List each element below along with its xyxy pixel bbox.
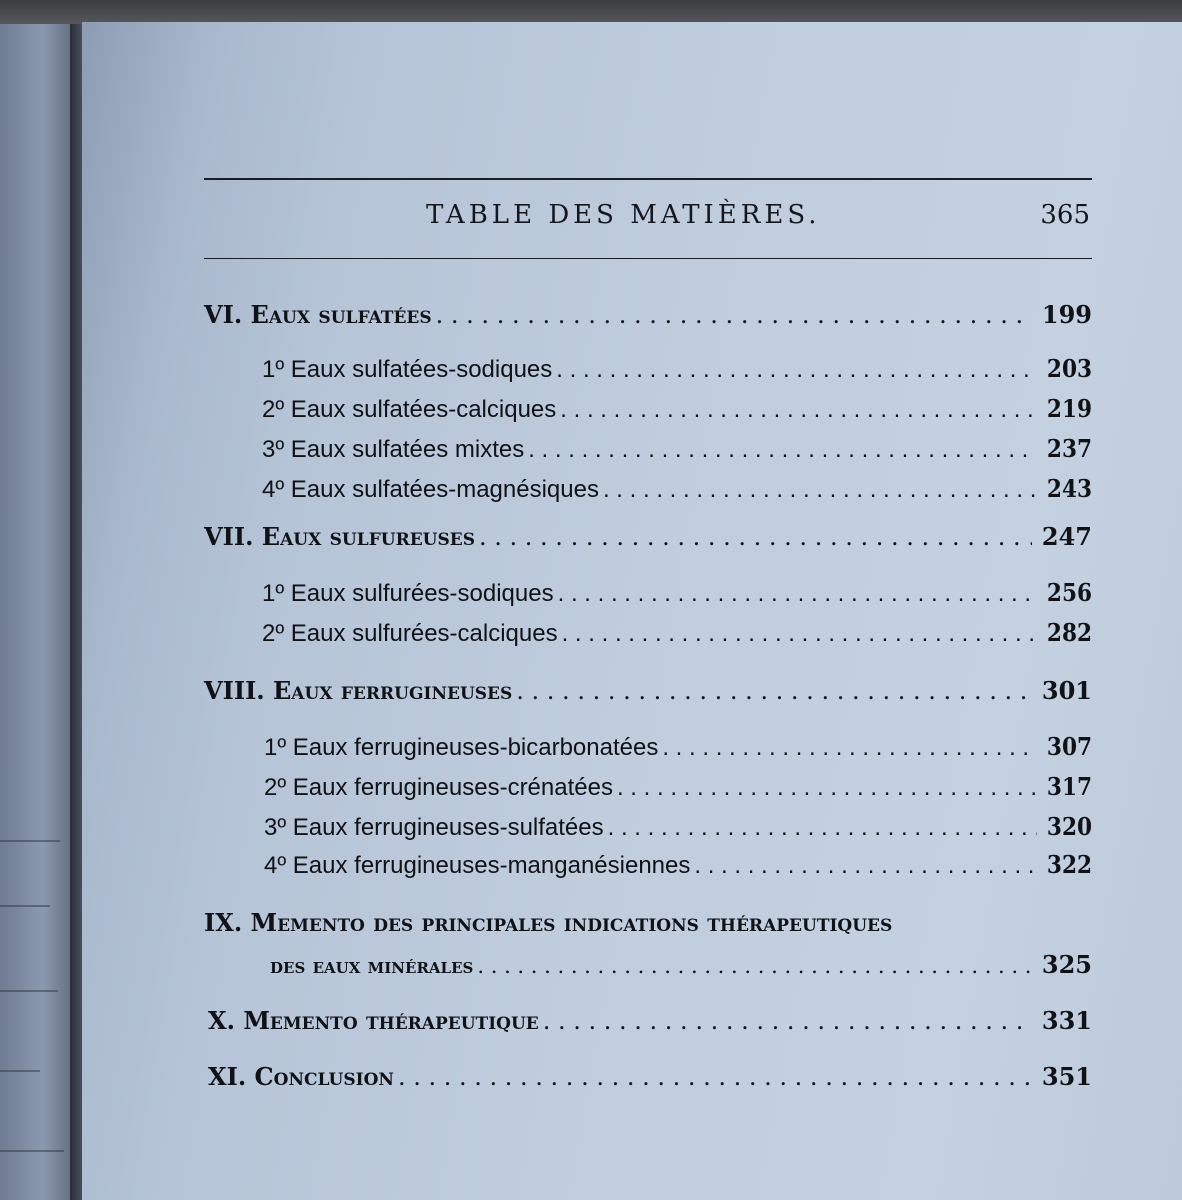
toc-entry-page: 325 (1041, 950, 1092, 979)
running-title: TABLE DES MATIÈRES. (426, 200, 821, 230)
dot-leader (479, 523, 1032, 551)
toc-entry-label: 2º Eaux sulfurées-calciques (262, 620, 558, 647)
toc-entry[interactable] (264, 772, 1092, 802)
toc-entry[interactable] (264, 812, 1092, 842)
dot-leader (617, 774, 1037, 802)
toc-entry-label: IX. Memento des principales indications thérapeutiques (204, 908, 893, 937)
dot-leader (436, 301, 1032, 329)
toc-entry-page: 237 (1046, 434, 1092, 463)
toc-entry-label: 4º Eaux ferrugineuses-manganésiennes (264, 852, 691, 879)
dot-leader (516, 677, 1032, 705)
dot-leader (662, 734, 1037, 762)
top-rule (204, 178, 1092, 180)
facing-page-mark (0, 905, 50, 907)
page-top-shadow (0, 0, 1182, 24)
toc-entry[interactable] (262, 618, 1092, 648)
facing-page-mark (0, 1070, 40, 1072)
toc-entry-page: 219 (1046, 394, 1092, 423)
dot-leader (558, 580, 1037, 608)
head-rule (204, 258, 1092, 259)
dot-leader (477, 954, 1032, 978)
toc-entry[interactable] (262, 434, 1092, 464)
toc-entry-page: 203 (1046, 354, 1092, 383)
dot-leader (603, 476, 1037, 504)
toc-entry-label: 3º Eaux ferrugineuses-sulfatées (264, 814, 604, 841)
toc-entry-label: 4º Eaux sulfatées-magnésiques (262, 476, 599, 503)
toc-entry[interactable] (270, 950, 1092, 979)
toc-entry[interactable] (204, 522, 1092, 551)
toc-entry[interactable] (262, 578, 1092, 608)
toc-entry-label: VI. Eaux sulfatées (204, 300, 432, 329)
running-head (204, 192, 1092, 242)
toc-entry-label: XI. Conclusion (208, 1062, 394, 1091)
toc-entry[interactable] (208, 1006, 1092, 1035)
toc-entry-label: VII. Eaux sulfureuses (204, 522, 476, 551)
toc-entry-page: 322 (1046, 850, 1092, 879)
toc-entry-page: 243 (1046, 474, 1092, 503)
toc-entry-label: X. Memento thérapeutique (208, 1006, 539, 1035)
toc-entry-label-continued: des eaux minérales (270, 953, 474, 978)
toc-entry-page: 256 (1046, 578, 1092, 607)
toc-entry[interactable] (264, 850, 1092, 880)
toc-entry[interactable] (264, 732, 1092, 762)
toc-entry-page: 317 (1046, 772, 1092, 801)
toc-entry-label: 1º Eaux sulfurées-sodiques (262, 580, 554, 607)
toc-entry[interactable] (204, 676, 1092, 705)
dot-leader (556, 356, 1037, 384)
toc-entry-heading[interactable] (204, 908, 1092, 937)
toc-entry-page: 301 (1041, 676, 1092, 705)
page-number: 365 (1040, 200, 1090, 230)
toc-entry-label: VIII. Eaux ferrugineuses (204, 676, 513, 705)
facing-page-mark (0, 990, 58, 992)
toc-entry-label: 3º Eaux sulfatées mixtes (262, 436, 525, 463)
facing-page-mark (0, 1150, 64, 1152)
facing-page (0, 0, 78, 1200)
toc-entry[interactable] (204, 300, 1092, 329)
dot-leader (528, 436, 1037, 464)
toc-entry[interactable] (208, 1062, 1092, 1091)
toc-entry-page: 199 (1041, 300, 1092, 329)
dot-leader (562, 620, 1037, 648)
toc-entry[interactable] (262, 354, 1092, 384)
dot-leader (398, 1063, 1032, 1091)
toc-entry-page: 331 (1041, 1006, 1092, 1035)
facing-page-mark (0, 840, 60, 842)
dot-leader (543, 1007, 1032, 1035)
toc-entry[interactable] (262, 474, 1092, 504)
toc-entry-page: 351 (1041, 1062, 1092, 1091)
toc-entry-label: 1º Eaux sulfatées-sodiques (262, 356, 553, 383)
toc-entry-page: 320 (1046, 812, 1092, 841)
toc-entry[interactable] (262, 394, 1092, 424)
toc-entry-label: 2º Eaux sulfatées-calciques (262, 396, 557, 423)
toc-entry-page: 307 (1046, 732, 1092, 761)
toc-entry-page: 247 (1041, 522, 1092, 551)
dot-leader (560, 396, 1037, 424)
dot-leader (608, 814, 1037, 842)
dot-leader (694, 852, 1037, 880)
toc-entry-label: 2º Eaux ferrugineuses-crénatées (264, 774, 613, 801)
toc-entry-label: 1º Eaux ferrugineuses-bicarbonatées (264, 734, 659, 761)
toc-entry-page: 282 (1046, 618, 1092, 647)
